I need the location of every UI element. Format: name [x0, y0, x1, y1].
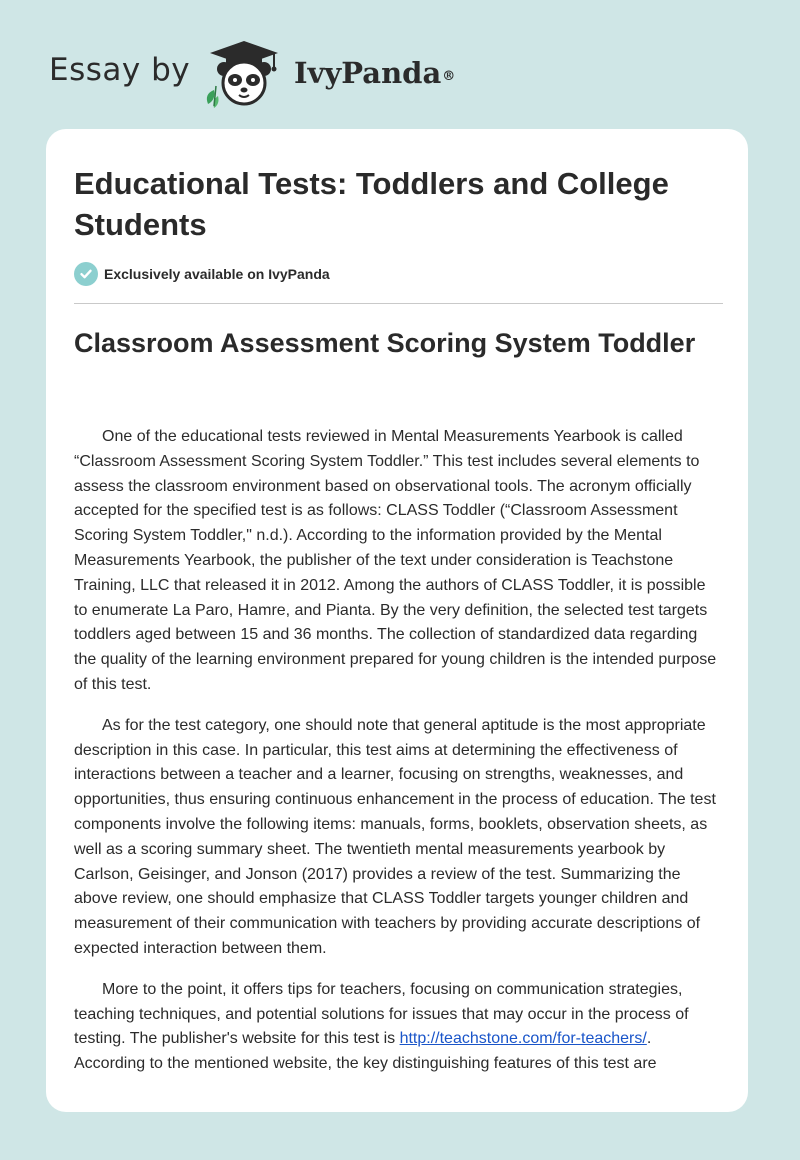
paragraph-text-after-link: . According to the mentioned website, the key distinguishing features of this test are	[74, 1030, 657, 1073]
essay-body	[74, 425, 723, 1093]
essay-card	[46, 129, 748, 1112]
registered-mark: ®	[442, 69, 456, 84]
paragraph: One of the educational tests reviewed in Mental Measurements Yearbook is called “Classroom Assessment Scoring System Toddler.” This test includes several elements to assess the classroom environment based on observational tools. The acronym officially accepted for the specified test is as follows: CLASS Toddler (“Classroom Assessment Scoring System Toddler," n.d.). According to the information provided by the Mental Measurements Yearbook, the publisher of the text under consideration is Teachstone Training, LLC that released it in 2012. Among the authors of CLASS Toddler, it is possible to enumerate La Paro, Hamre, and Pianta. By the very definition, the selected test targets toddlers aged between 15 and 36 months. The collection of standardized data regarding the quality of the learning environment prepared for young children is the intended purpose of this test.	[74, 428, 717, 693]
brand-name: IvyPanda	[294, 56, 442, 90]
paragraph: As for the test category, one should note that general aptitude is the most appropriate description in this case. In particular, this test aims at determining the effectiveness of interactions between a teacher and a learner, focusing on strengths, weaknesses, and opportunities, thus ensuring continuous enhancement in the process of education. The test components involve the following items: manuals, forms, booklets, observation sheets, as well as a scoring summary sheet. The twentieth mental measurements yearbook by Carlson, Geisinger, and Jonson (2017) provides a review of the test. Summarizing the above review, one should emphasize that CLASS Toddler targets younger children and measurement of their communication with teachers by providing accurate descriptions of expected interaction between them.	[74, 716, 716, 957]
teachstone-link[interactable]: http://teachstone.com/for-teachers/	[399, 1030, 647, 1048]
exclusive-badge	[74, 262, 330, 286]
site-header	[0, 0, 800, 130]
essay-title: Educational Tests: Toddlers and College Students	[74, 166, 669, 242]
exclusive-label: Exclusively available on IvyPanda	[104, 266, 330, 282]
section-heading: Classroom Assessment Scoring System Toddler	[74, 328, 696, 358]
panda-graduate-icon[interactable]	[200, 38, 282, 108]
paragraph-text-before-link: More to the point, it offers tips for teachers, focusing on communication strategies, teaching techniques, and potential solutions for issues that may occur in the process of testing. The publisher's website for this test is	[74, 980, 689, 1048]
essay-by-label: Essay by	[49, 52, 191, 88]
check-icon	[74, 262, 98, 286]
ivypanda-wordmark[interactable]	[294, 54, 455, 92]
divider	[74, 303, 723, 304]
paragraph	[74, 978, 723, 1077]
